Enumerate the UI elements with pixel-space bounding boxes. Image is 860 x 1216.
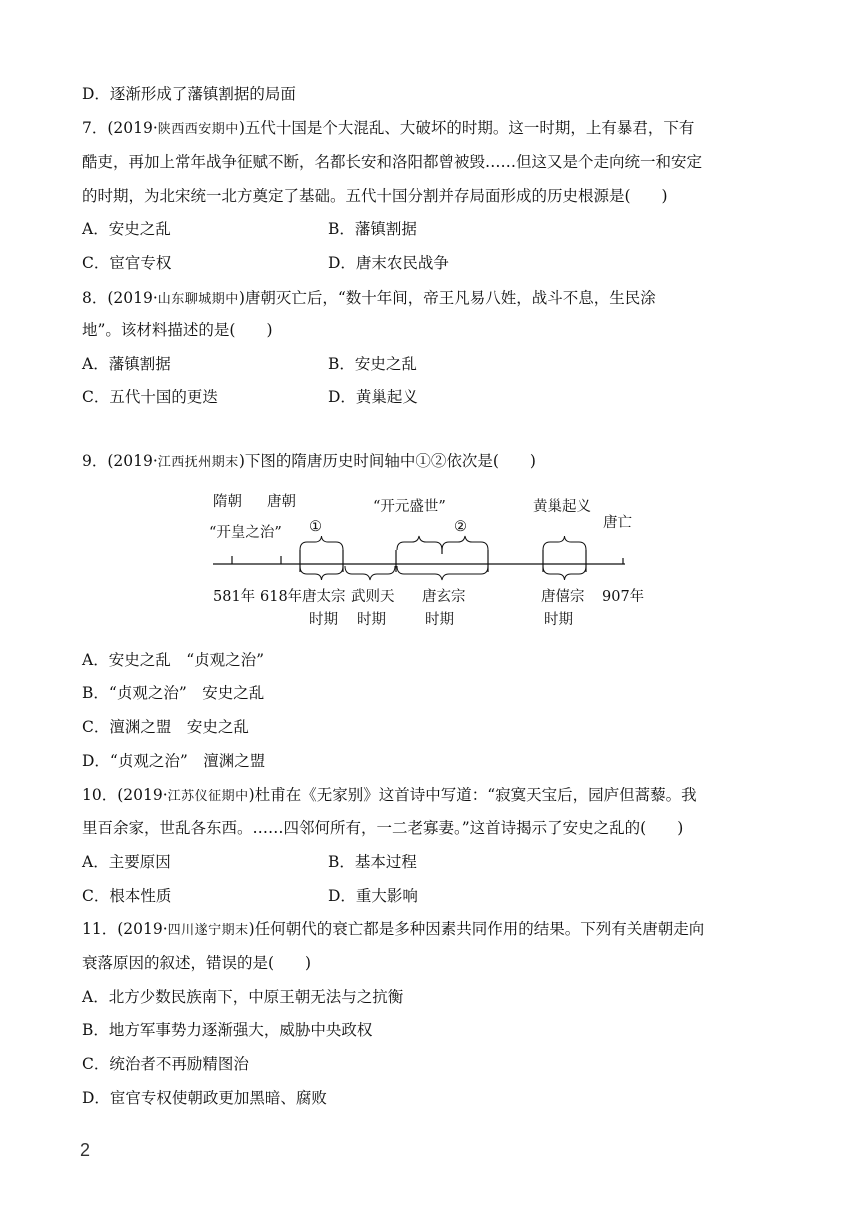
label-sui: 隋朝 (213, 494, 242, 510)
q11-option-d: D．宦官专权使朝政更加黑暗、腐败 (82, 1089, 327, 1107)
q11-option-c: C．统治者不再励精图治 (82, 1055, 249, 1073)
q11-stem-line1: 11．(2019·四川遂宁期末)任何朝代的衰亡都是多种因素共同作用的结果。下列有关唐朝走向 (82, 920, 705, 938)
q7-stem-line2: 酷吏，再加上常年战争征赋不断，名都长安和洛阳都曾被毁……但这又是个走向统一和安定 (82, 153, 703, 171)
q10-option-c: C．根本性质 (82, 887, 172, 905)
q9-stem: 9．(2019·江西抚州期末)下图的隋唐历史时间轴中①②依次是( ) (82, 452, 536, 470)
label-kaiyuan: “开元盛世” (373, 499, 446, 515)
q10-option-d: D．重大影响 (328, 887, 418, 905)
q8-option-b: B．安史之乱 (328, 355, 417, 373)
label-581: 581年 (213, 589, 256, 605)
q10-stem-line1: 10．(2019·江苏仪征期中)杜甫在《无家别》这首诗中写道：“寂寞天宝后，园庐但蒿藜。我 (82, 786, 697, 804)
label-kaihuang: “开皇之治” (209, 525, 282, 541)
q10-option-b: B．基本过程 (328, 853, 417, 871)
brace-top-huangchao (543, 536, 586, 550)
q11-option-b: B．地方军事势力逐渐强大，威胁中央政权 (82, 1021, 373, 1039)
label-xuanzong: 唐玄宗 (422, 589, 466, 605)
q8-stem-line1: 8．(2019·山东聊城期中)唐朝灭亡后，“数十年间，帝王凡易八姓，战斗不息，生民涂 (82, 289, 656, 307)
label-wuzetian: 武则天 (351, 589, 395, 605)
q11-stem-line2: 衰落原因的叙述，错误的是( ) (82, 954, 312, 972)
q7-stem-line3: 的时期，为北宋统一北方奠定了基础。五代十国分割并存局面形成的历史根源是( ) (82, 187, 668, 205)
label-xizong-period: 时期 (544, 612, 573, 628)
q8-option-d: D．黄巢起义 (328, 388, 418, 406)
q9-option-b: B．“贞观之治” 安史之乱 (82, 684, 265, 702)
label-907: 907年 (602, 589, 645, 605)
q9-option-a: A．安史之乱 “贞观之治” (82, 651, 265, 669)
q9-option-d: D．“贞观之治” 澶渊之盟 (82, 752, 266, 770)
label-marker-1: ① (309, 519, 322, 535)
label-tangwang: 唐亡 (603, 515, 632, 531)
q9-source: 江西抚州期末 (157, 455, 239, 470)
sui-tang-timeline (205, 484, 665, 634)
brace-bottom-xizong (543, 566, 586, 580)
q7-stem-line1: 7．(2019·陕西西安期中)五代十国是个大混乱、大破坏的时期。这一时期，上有暴君，下有 (82, 119, 695, 137)
q8-source: 山东聊城期中 (157, 292, 239, 307)
brace-bottom-xuanzong (397, 566, 488, 580)
brace-top-kaiyuan-b (442, 536, 488, 550)
label-xizong: 唐僖宗 (541, 589, 585, 605)
label-huangchao: 黄巢起义 (533, 499, 591, 515)
brace-bottom-taizong (300, 566, 343, 580)
q8-option-c: C．五代十国的更迭 (82, 388, 218, 406)
q10-stem-line2: 里百余家，世乱各东西。……四邻何所有，一二老寡妻。”这首诗揭示了安史之乱的( ) (82, 819, 684, 837)
label-wuzetian-period: 时期 (357, 612, 386, 628)
q7-source: 陕西西安期中 (157, 122, 239, 137)
brace-bottom-wuzetian (345, 566, 395, 580)
label-618: 618年 (260, 589, 303, 605)
q7-option-d: D．唐末农民战争 (328, 254, 449, 272)
label-xuanzong-period: 时期 (425, 612, 454, 628)
label-tang: 唐朝 (267, 494, 296, 510)
label-marker-2: ② (454, 519, 467, 535)
q7-option-a: A．安史之乱 (82, 220, 171, 238)
q7-option-c: C．宦官专权 (82, 254, 172, 272)
label-taizong: 唐太宗 (302, 589, 346, 605)
label-taizong-period: 时期 (309, 612, 338, 628)
brace-top-1 (300, 536, 343, 550)
q9-option-c: C．澶渊之盟 安史之乱 (82, 718, 249, 736)
q8-stem-line2: 地”。该材料描述的是( ) (82, 321, 273, 339)
brace-top-kaiyuan-a (397, 536, 442, 550)
q11-source: 四川遂宁期末 (167, 923, 249, 938)
q7-option-b: B．藩镇割据 (328, 220, 417, 238)
q6-option-d: D．逐渐形成了藩镇割据的局面 (82, 85, 296, 103)
q8-option-a: A．藩镇割据 (82, 355, 171, 373)
q10-source: 江苏仪征期中 (167, 789, 249, 804)
q11-option-a: A．北方少数民族南下，中原王朝无法与之抗衡 (82, 988, 404, 1006)
q10-option-a: A．主要原因 (82, 853, 171, 871)
page-number: 2 (80, 1140, 91, 1160)
